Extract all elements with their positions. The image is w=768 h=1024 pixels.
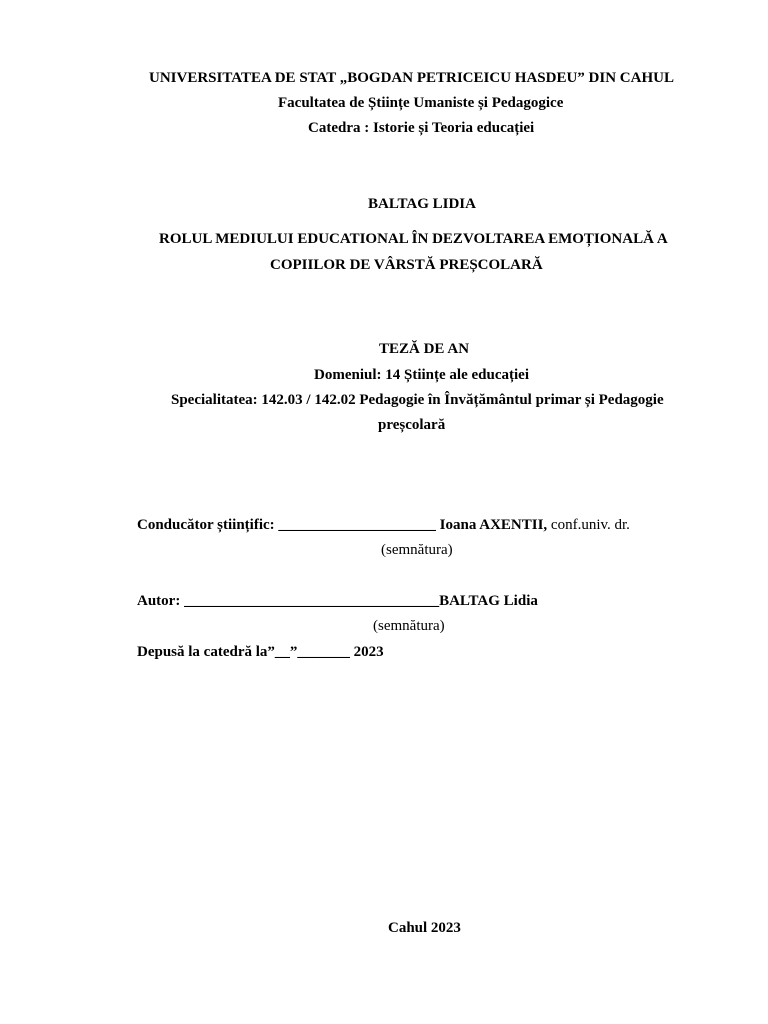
- supervisor-line: [137, 516, 630, 534]
- department-name: Catedra : Istorie și Teoria educației: [308, 120, 535, 136]
- author-signature-note: (semnătura): [373, 618, 445, 634]
- university-name: UNIVERSITATEA DE STAT „BOGDAN PETRICEICU HASDEU” DIN CAHUL: [149, 70, 674, 86]
- faculty-name: Facultatea de Științe Umaniste și Pedagogice: [278, 95, 564, 111]
- supervisor-signature-note: (semnătura): [381, 542, 453, 558]
- thesis-title-line-2: COPIILOR DE VÂRSTĂ PREȘCOLARĂ: [270, 257, 543, 273]
- thesis-title-line-1: ROLUL MEDIULUI EDUCATIONAL ÎN DEZVOLTAREA EMOȚIONALĂ A: [159, 231, 668, 247]
- thesis-domain: Domeniul: 14 Științe ale educației: [314, 367, 529, 383]
- supervisor-academic-title: conf.univ. dr.: [550, 517, 630, 533]
- thesis-specialty-line-2: preșcolară: [378, 417, 446, 433]
- submission-date-line: Depusă la catedră la”__”_______ 2023: [137, 644, 384, 660]
- author-name-heading: BALTAG LIDIA: [368, 196, 476, 212]
- thesis-type: TEZĂ DE AN: [379, 341, 470, 357]
- author-sign-line: Autor: __________________________________BALTAG Lidia: [137, 593, 538, 609]
- supervisor-label: Conducător științific: _____________________ Ioana AXENTII,: [137, 517, 548, 533]
- place-and-year: Cahul 2023: [388, 920, 461, 936]
- thesis-specialty-line-1: Specialitatea: 142.03 / 142.02 Pedagogie în Învățământul primar și Pedagogie: [171, 392, 664, 408]
